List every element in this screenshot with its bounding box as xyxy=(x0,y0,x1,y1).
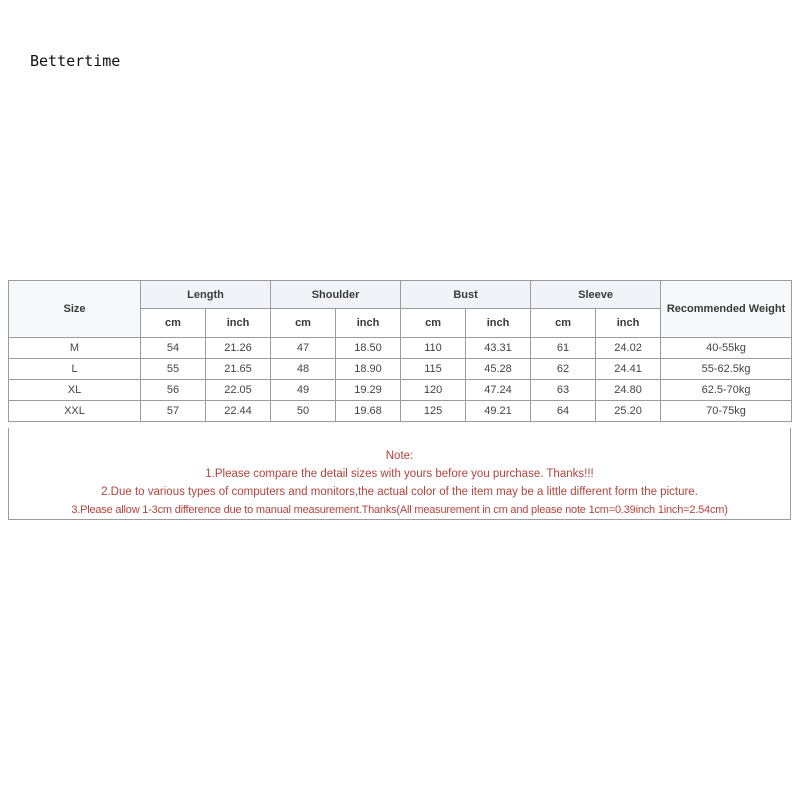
sleeve-inch-cell: 24.02 xyxy=(596,338,661,359)
bust-cm-cell: 115 xyxy=(401,359,466,380)
bust-cm-cell: 110 xyxy=(401,338,466,359)
sleeve-cm-cell: 63 xyxy=(531,380,596,401)
length-cm-cell: 55 xyxy=(141,359,206,380)
shoulder-cm-cell: 50 xyxy=(271,401,336,422)
length-cm-cell: 56 xyxy=(141,380,206,401)
shoulder-cm-cell: 47 xyxy=(271,338,336,359)
bust-header: Bust xyxy=(401,281,531,309)
bust-inch-header: inch xyxy=(466,309,531,338)
length-cm-cell: 54 xyxy=(141,338,206,359)
brand-name: Bettertime xyxy=(30,52,121,70)
length-header: Length xyxy=(141,281,271,309)
note-line-2: 2.Due to various types of computers and monitors,the actual color of the item may be a little different form the picture. xyxy=(101,486,698,498)
table-row xyxy=(9,401,792,422)
shoulder-inch-header: inch xyxy=(336,309,401,338)
size-table xyxy=(8,280,792,422)
weight-cell: 62.5-70kg xyxy=(661,380,792,401)
bust-inch-cell: 43.31 xyxy=(466,338,531,359)
shoulder-inch-cell: 19.29 xyxy=(336,380,401,401)
table-row xyxy=(9,359,792,380)
weight-cell: 70-75kg xyxy=(661,401,792,422)
length-inch-cell: 22.05 xyxy=(206,380,271,401)
shoulder-inch-cell: 18.50 xyxy=(336,338,401,359)
header-row-groups xyxy=(9,281,792,309)
table-row xyxy=(9,380,792,401)
bust-cm-cell: 125 xyxy=(401,401,466,422)
size-cell: M xyxy=(9,338,141,359)
size-header: Size xyxy=(9,281,141,338)
length-cm-cell: 57 xyxy=(141,401,206,422)
shoulder-header: Shoulder xyxy=(271,281,401,309)
notes-box xyxy=(8,428,791,520)
length-inch-cell: 21.65 xyxy=(206,359,271,380)
recommended-weight-header: Recommended Weight xyxy=(661,281,792,338)
shoulder-cm-header: cm xyxy=(271,309,336,338)
bust-cm-cell: 120 xyxy=(401,380,466,401)
sleeve-cm-header: cm xyxy=(531,309,596,338)
bust-cm-header: cm xyxy=(401,309,466,338)
length-inch-header: inch xyxy=(206,309,271,338)
sleeve-cm-cell: 61 xyxy=(531,338,596,359)
size-cell: L xyxy=(9,359,141,380)
size-cell: XL xyxy=(9,380,141,401)
table-row xyxy=(9,338,792,359)
sleeve-cm-cell: 64 xyxy=(531,401,596,422)
notes-title: Note: xyxy=(385,450,414,462)
shoulder-inch-cell: 18.90 xyxy=(336,359,401,380)
sleeve-inch-cell: 24.41 xyxy=(596,359,661,380)
length-inch-cell: 22.44 xyxy=(206,401,271,422)
length-cm-header: cm xyxy=(141,309,206,338)
bust-inch-cell: 49.21 xyxy=(466,401,531,422)
sleeve-cm-cell: 62 xyxy=(531,359,596,380)
sleeve-inch-cell: 25.20 xyxy=(596,401,661,422)
note-line-1: 1.Please compare the detail sizes with yours before you purchase. Thanks!!! xyxy=(205,468,594,480)
size-cell: XXL xyxy=(9,401,141,422)
weight-cell: 40-55kg xyxy=(661,338,792,359)
note-line-3: 3.Please allow 1-3cm difference due to manual measurement.Thanks(All measurement in cm and please note 1cm=0.39inch 1inch=2.54cm) xyxy=(71,504,728,516)
shoulder-cm-cell: 49 xyxy=(271,380,336,401)
shoulder-inch-cell: 19.68 xyxy=(336,401,401,422)
shoulder-cm-cell: 48 xyxy=(271,359,336,380)
weight-cell: 55-62.5kg xyxy=(661,359,792,380)
length-inch-cell: 21.26 xyxy=(206,338,271,359)
sleeve-inch-header: inch xyxy=(596,309,661,338)
sleeve-inch-cell: 24.80 xyxy=(596,380,661,401)
size-chart xyxy=(8,280,791,520)
bust-inch-cell: 47.24 xyxy=(466,380,531,401)
sleeve-header: Sleeve xyxy=(531,281,661,309)
bust-inch-cell: 45.28 xyxy=(466,359,531,380)
